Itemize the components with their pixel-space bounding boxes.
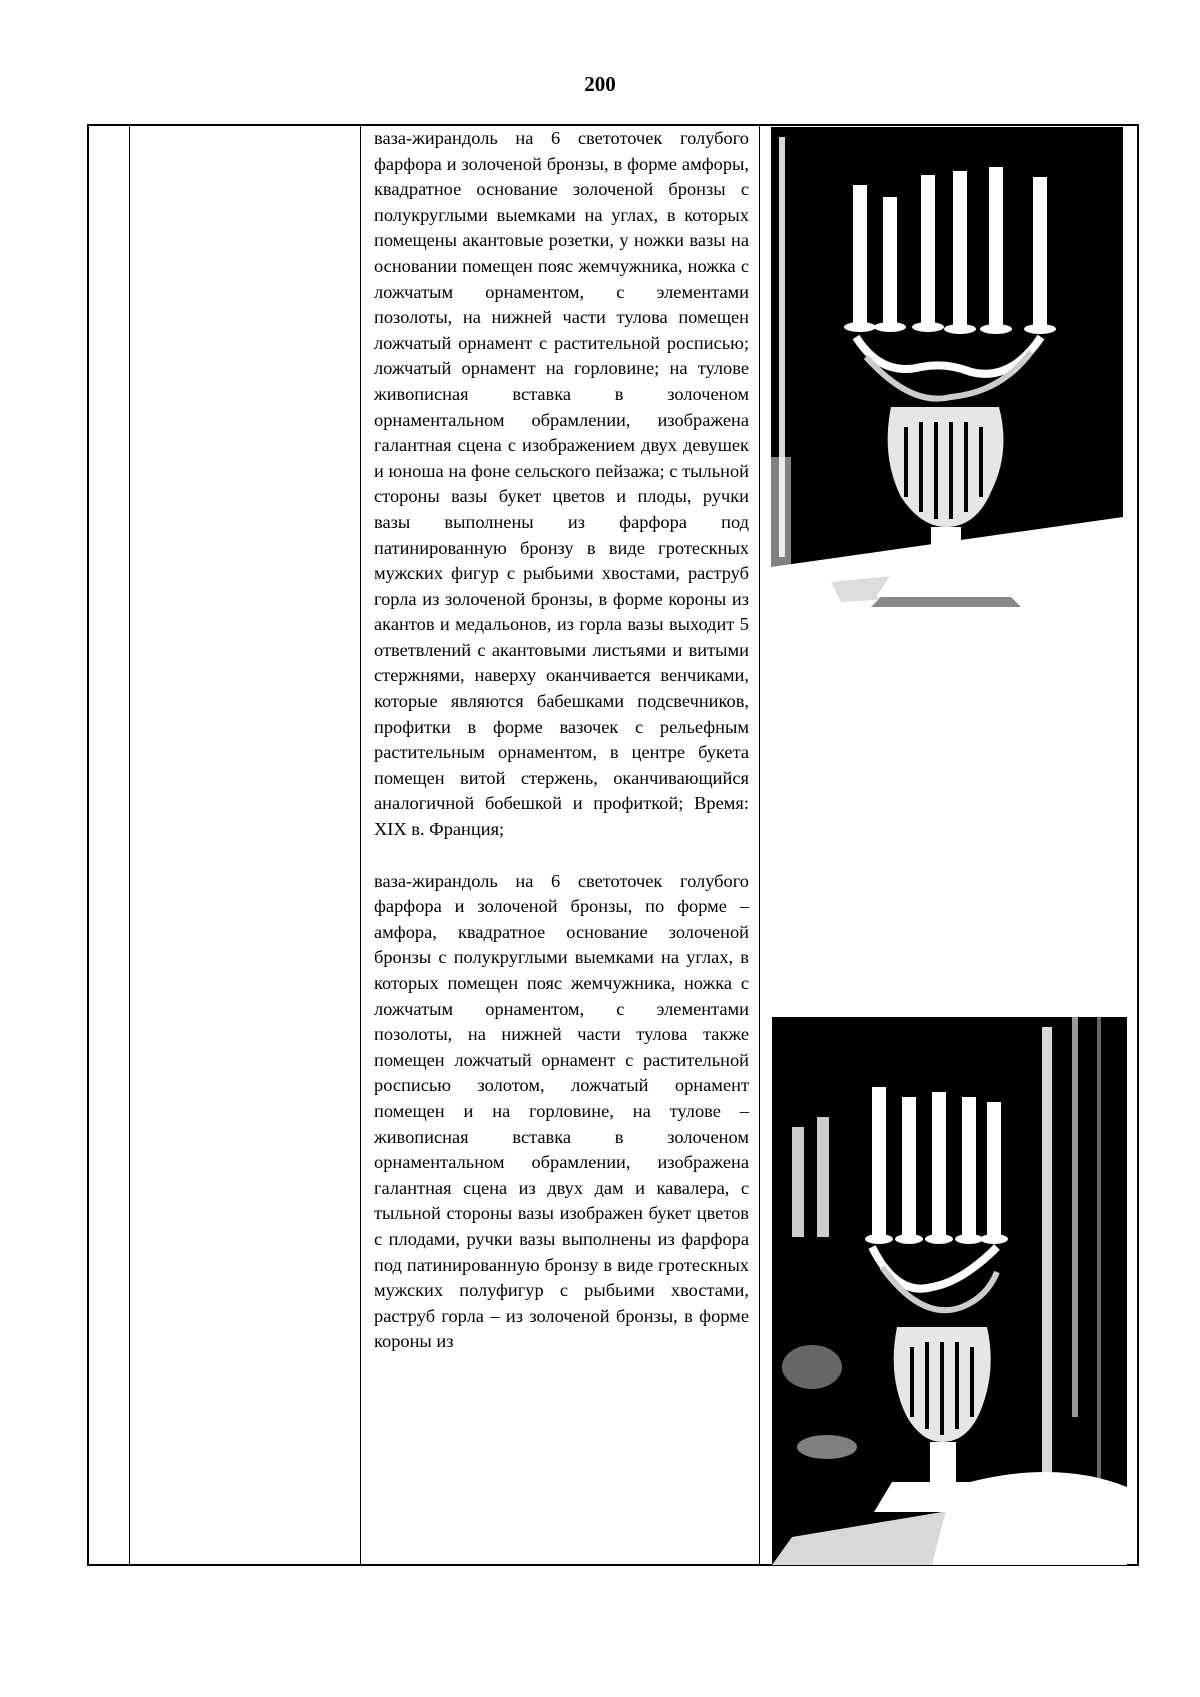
column-divider	[360, 126, 361, 1564]
inventory-table	[87, 124, 1139, 1566]
candelabra-photo	[772, 1017, 1127, 1565]
item-description: ваза-жирандоль на 6 светоточек голубого фарфора и золоченой бронзы, в форме амфоры, квадратное основание золоченой бронзы с полукруглыми выемками на углах, в которых помещены акантовые розетки, у ножки вазы на основании помещен пояс жемчужника, ножка с ложчатым орнаментом, с элементами позолоты, на нижней части тулова помещен ложчатый орнамент с растительной росписью; ложчатый орнамент на горловине; на тулове живописная вставка в золоченом орнаментальном обрамлении, изображена галантная сцена с изображением двух девушек и юноша на фоне сельского пейзажа; с тыльной стороны вазы букет цветов и плоды, ручки вазы выполнены из фарфора под патинированную бронзу в виде гротескных мужских фигур с рыбьими хвостами, раструб горла из золоченой бронзы, в форме короны из акантов и медальонов, из горла вазы выходит 5 ответвлений с акантовыми листьями и витыми стержнями, наверху оканчивается венчиками, которые являются бабешками подсвечников, профитки в форме вазочек с рельефным растительным орнаментом, в центре букета помещен витой стержень, оканчивающийся аналогичной бобешкой и профиткой; Время: XIX в. Франция;	[374, 128, 749, 840]
description-cell	[374, 126, 749, 1355]
column-divider	[129, 126, 130, 1564]
item-description: ваза-жирандоль на 6 светоточек голубого фарфора и золоченой бронзы, по форме – амфора, квадратное основание золоченой бронзы с полукруглыми выемками на углах, в которых помещен пояс жемчужника, ножка с ложчатым орнаментом, с элементами позолоты, на нижней части тулова также помещен ложчатый орнамент с растительной росписью золотом, ложчатый орнамент помещен и на горловине, на тулове – живописная вставка в золоченом орнаментальном обрамлении, изображена галантная сцена из двух дам и кавалера, с тыльной стороны вазы изображен букет цветов с плодами, ручки вазы выполнены из фарфора под патинированную бронзу в виде гротескных мужских полуфигур с рыбьими хвостами, раструб горла – из золоченой бронзы, в форме короны из	[374, 870, 749, 1352]
candelabra-photo	[771, 127, 1123, 693]
column-divider	[759, 126, 760, 1564]
page-number: 200	[584, 72, 616, 96]
